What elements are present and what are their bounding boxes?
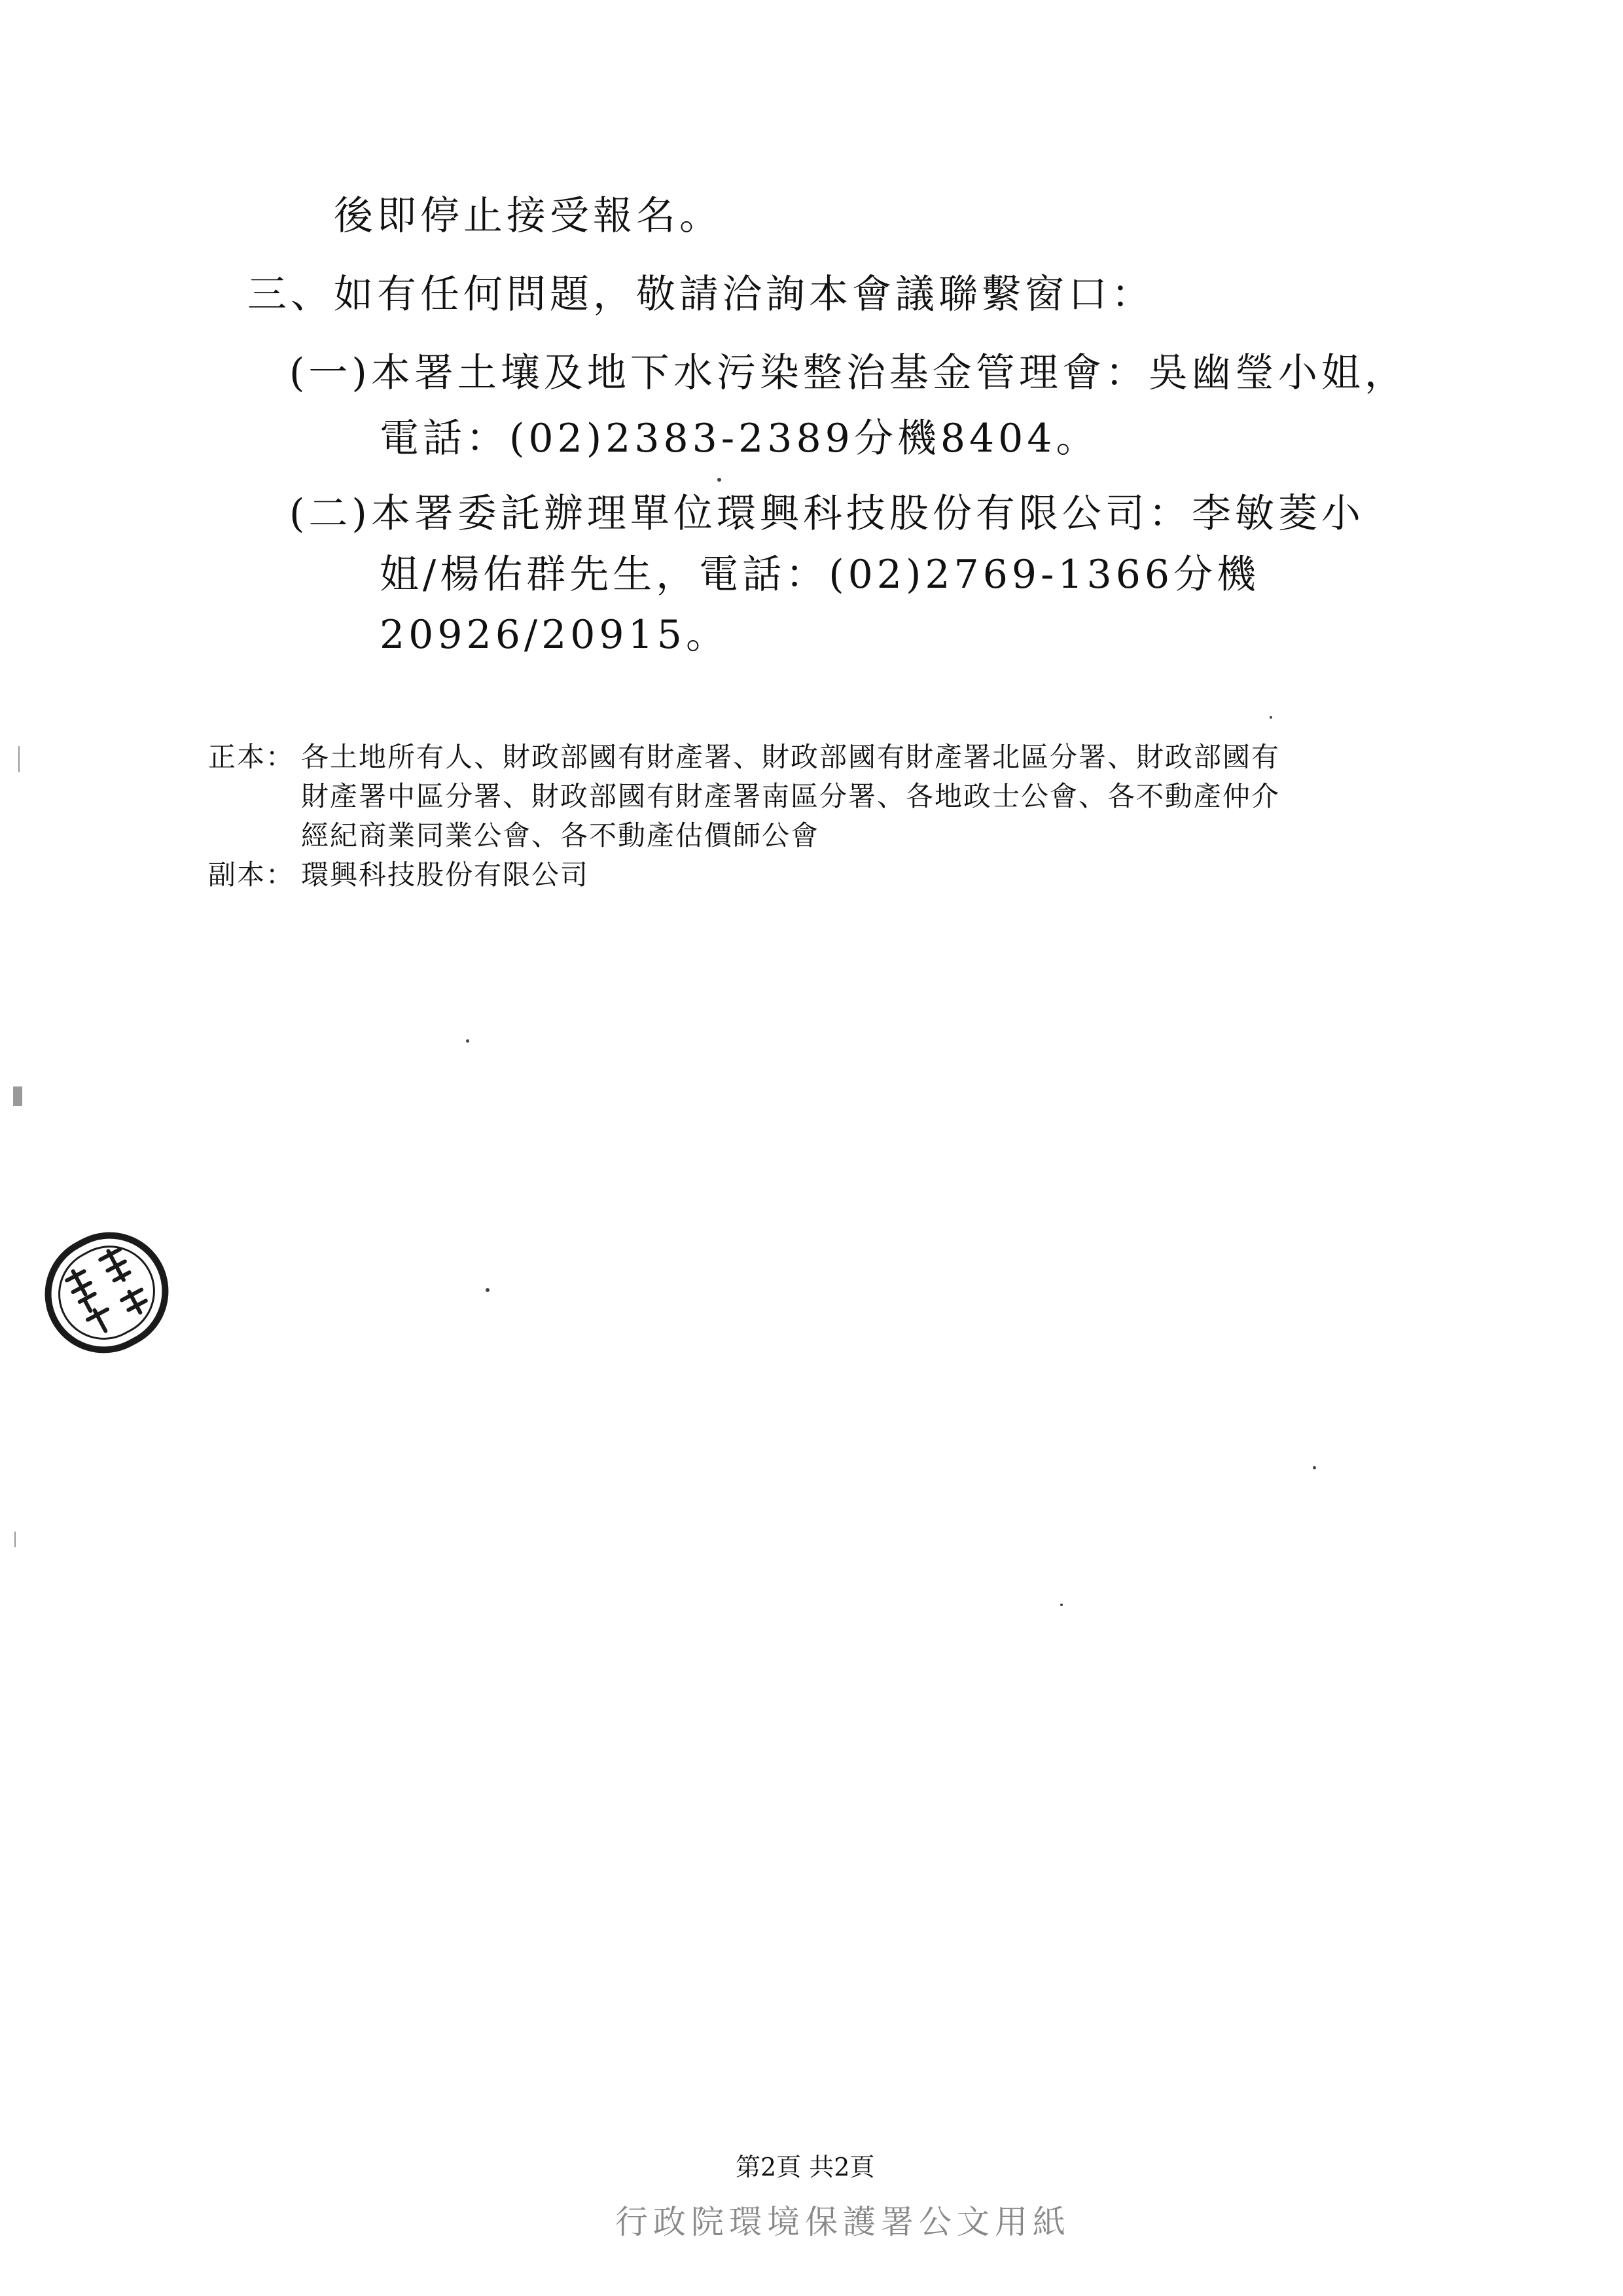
contact-one-phone: 電話：(02)2383-2389分機8404。 bbox=[380, 416, 1099, 461]
margin-mark bbox=[18, 746, 20, 772]
scan-speck bbox=[466, 1039, 469, 1043]
official-seal-icon bbox=[31, 1211, 182, 1374]
copy-recipients: 環興科技股份有限公司 bbox=[301, 859, 590, 891]
original-recipients-label: 正本： bbox=[208, 741, 295, 773]
paper-label: 行政院環境保護署公文用紙 bbox=[615, 2203, 1071, 2241]
scan-speck bbox=[717, 478, 721, 482]
scan-speck bbox=[1270, 716, 1272, 719]
contact-one: (一)本署土壤及地下水污染整治基金管理會：吳幽瑩小姐， bbox=[289, 350, 1408, 396]
contact-two-ext: 20926/20915。 bbox=[380, 612, 729, 658]
page-number: 第2頁 共2頁 bbox=[736, 2153, 875, 2181]
margin-mark bbox=[14, 1532, 16, 1547]
margin-mark bbox=[13, 1086, 22, 1106]
copy-recipients-label: 副本： bbox=[208, 859, 295, 891]
scan-speck bbox=[1313, 1466, 1316, 1469]
original-recipients-line-1: 各土地所有人、財政部國有財產署、財政部國有財產署北區分署、財政部國有 bbox=[301, 741, 1281, 773]
item-three-heading: 三、如有任何問題，敬請洽詢本會議聯繫窗口： bbox=[247, 272, 1154, 317]
original-recipients-line-3: 經紀商業同業公會、各不動產估價師公會 bbox=[301, 819, 820, 852]
contact-two: (二)本署委託辦理單位環興科技股份有限公司：李敏菱小 bbox=[289, 491, 1364, 537]
continuation-line: 後即停止接受報名。 bbox=[334, 193, 722, 239]
scan-speck bbox=[1060, 1604, 1063, 1606]
scan-speck bbox=[486, 1288, 490, 1292]
original-recipients-line-2: 財產署中區分署、財政部國有財產署南區分署、各地政士公會、各不動產仲介 bbox=[301, 780, 1281, 812]
contact-two-names: 姐/楊佑群先生，電話：(02)2769-1366分機 bbox=[380, 552, 1260, 598]
